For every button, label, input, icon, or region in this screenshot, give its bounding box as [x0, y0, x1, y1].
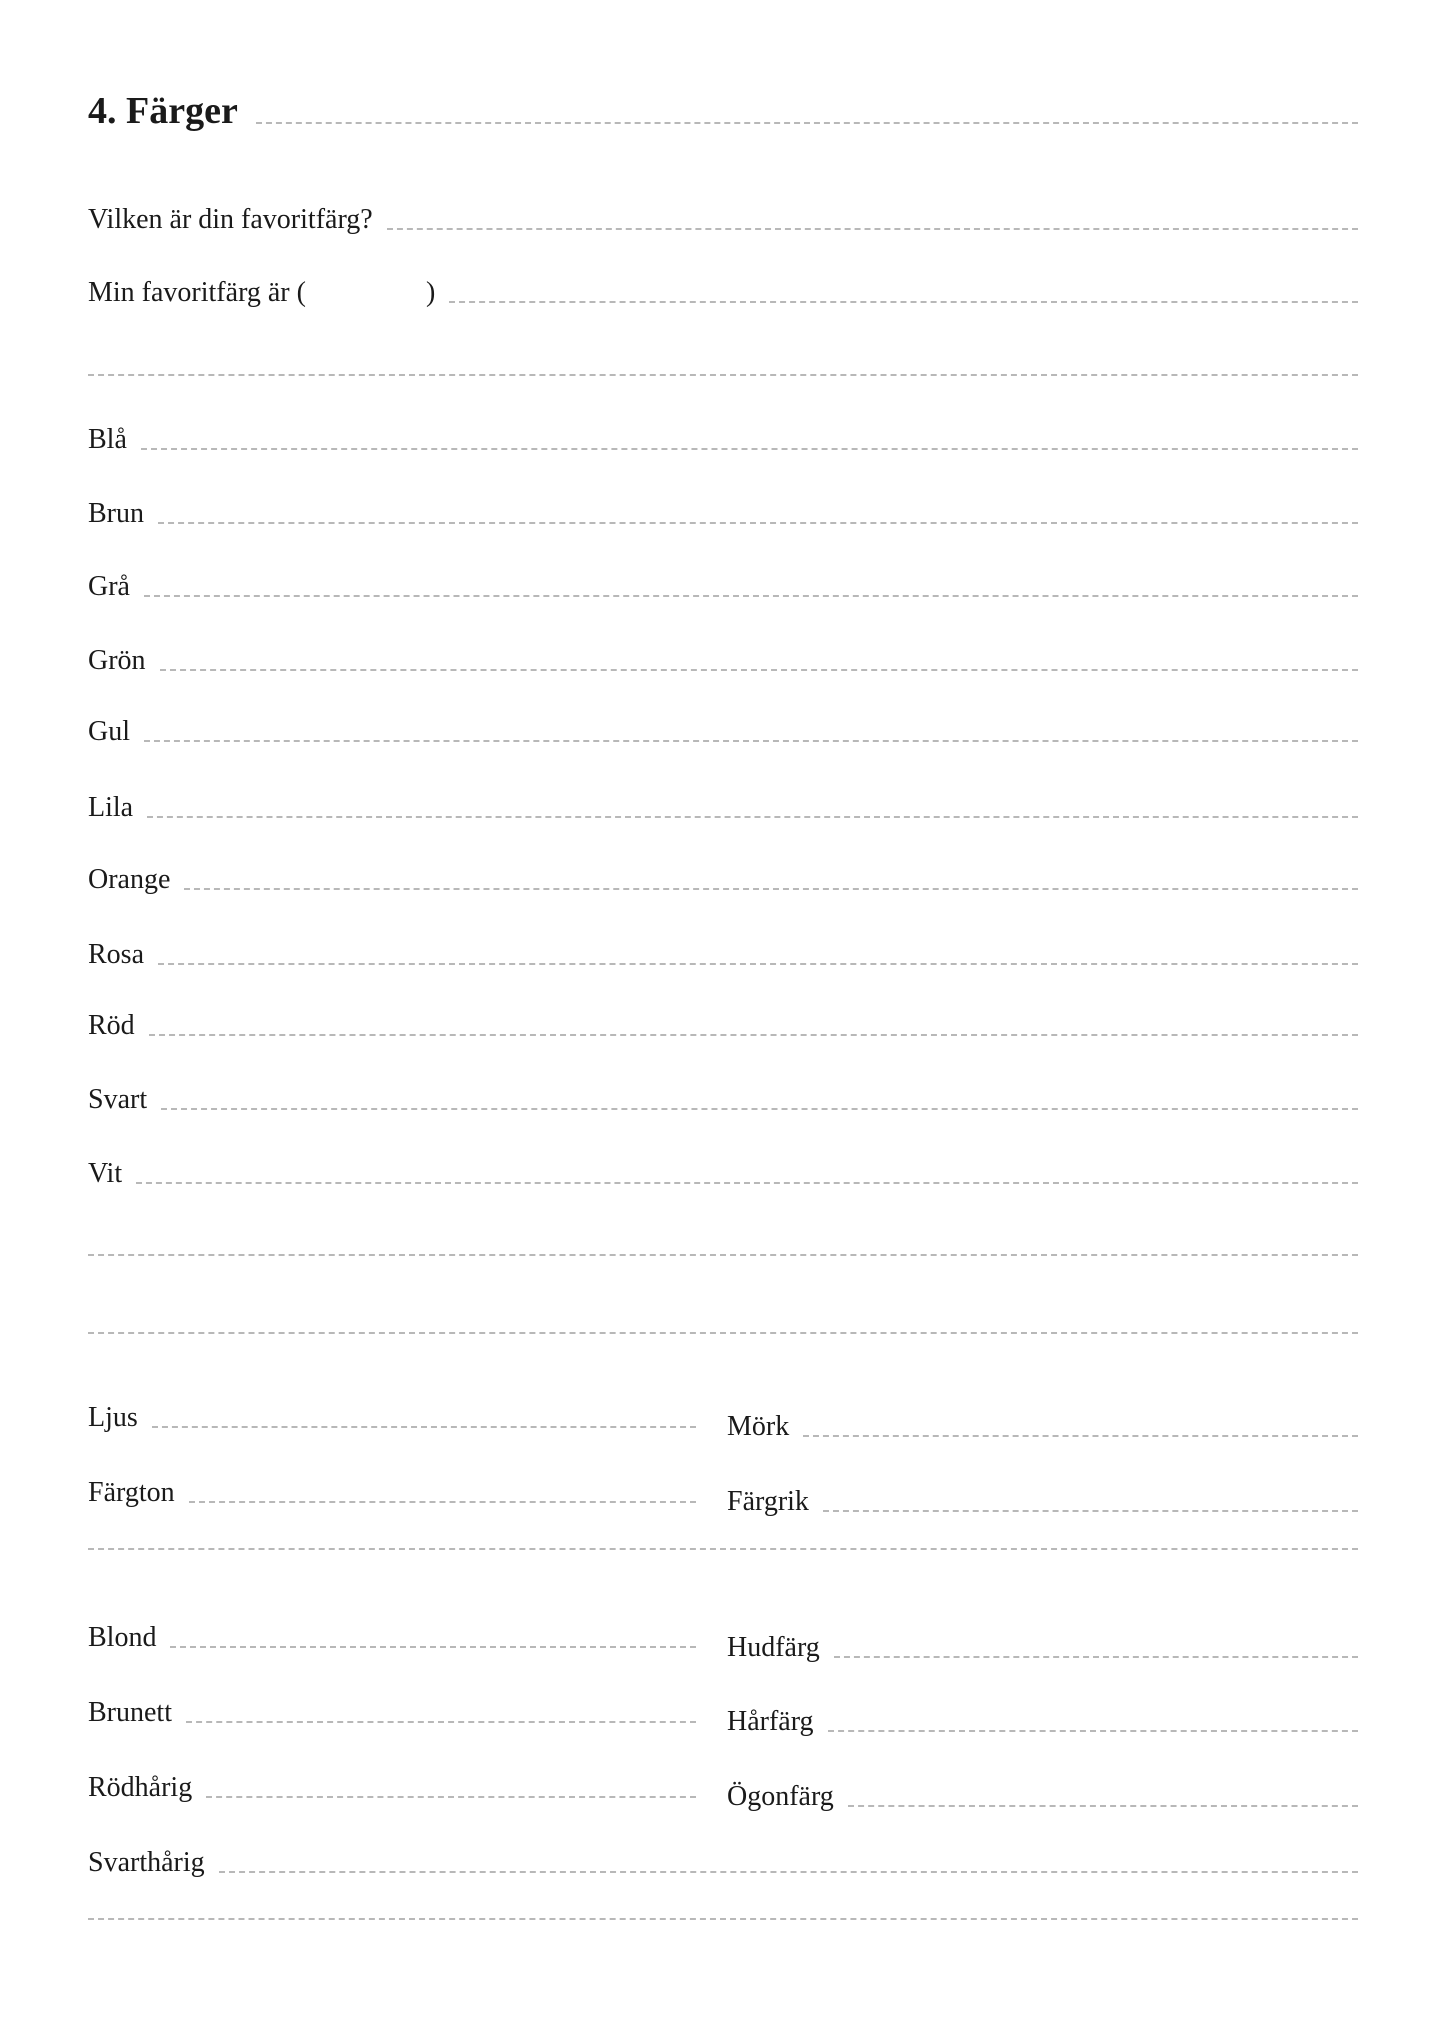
shade-label: Färgrik	[727, 1486, 809, 1517]
writing-line[interactable]	[160, 669, 1358, 671]
hair-label: Brunett	[88, 1697, 172, 1728]
shade-row	[727, 1405, 1358, 1441]
heading-writing-line	[256, 122, 1358, 124]
writing-line[interactable]	[219, 1871, 1358, 1873]
body-color-label: Ögonfärg	[727, 1781, 834, 1812]
hair-label: Svarthårig	[88, 1847, 205, 1878]
writing-line[interactable]	[88, 1548, 1358, 1550]
writing-line[interactable]	[828, 1730, 1358, 1732]
question-favorite-color: Vilken är din favoritfärg?	[88, 204, 373, 235]
color-row	[88, 1078, 1358, 1114]
writing-line[interactable]	[144, 740, 1358, 742]
writing-line[interactable]	[88, 1332, 1358, 1334]
writing-line[interactable]	[186, 1721, 696, 1723]
section-heading	[88, 84, 1358, 130]
color-label: Vit	[88, 1158, 123, 1189]
question-row	[88, 271, 1358, 307]
writing-line[interactable]	[147, 816, 1358, 818]
writing-line[interactable]	[144, 595, 1358, 597]
hair-row	[727, 1626, 1358, 1662]
color-label: Blå	[88, 424, 127, 455]
shade-row	[727, 1480, 1358, 1516]
color-row	[88, 565, 1358, 601]
color-row	[88, 1004, 1358, 1040]
color-label: Grön	[88, 645, 146, 676]
shade-label: Mörk	[727, 1411, 790, 1442]
sentence-end: )	[425, 277, 436, 308]
writing-line[interactable]	[158, 522, 1358, 524]
color-label: Svart	[88, 1084, 148, 1115]
color-label: Lila	[88, 792, 134, 823]
writing-line[interactable]	[88, 1254, 1358, 1256]
shade-label: Ljus	[88, 1402, 138, 1433]
writing-line[interactable]	[88, 374, 1358, 376]
writing-line[interactable]	[387, 228, 1358, 230]
color-label: Gul	[88, 716, 130, 747]
writing-line[interactable]	[136, 1182, 1358, 1184]
color-row	[88, 933, 1358, 969]
hair-label: Rödhårig	[88, 1772, 193, 1803]
writing-line[interactable]	[158, 963, 1358, 965]
color-row	[88, 492, 1358, 528]
color-row	[88, 639, 1358, 675]
favorite-color-sentence	[88, 279, 435, 307]
shade-row	[88, 1396, 696, 1432]
writing-line[interactable]	[823, 1510, 1358, 1512]
shade-label: Färgton	[88, 1477, 175, 1508]
color-label: Grå	[88, 571, 130, 602]
color-label: Rosa	[88, 939, 144, 970]
writing-line[interactable]	[141, 448, 1358, 450]
section-title: 4. Färger	[88, 90, 238, 132]
color-row	[88, 710, 1358, 746]
sentence-start: Min favoritfärg är (	[88, 277, 306, 308]
writing-line[interactable]	[152, 1426, 696, 1428]
body-color-label: Hårfärg	[727, 1706, 814, 1737]
hair-row	[88, 1841, 1358, 1877]
hair-row	[727, 1775, 1358, 1811]
writing-line[interactable]	[803, 1435, 1358, 1437]
color-row	[88, 858, 1358, 894]
color-label: Röd	[88, 1010, 135, 1041]
color-label: Brun	[88, 498, 144, 529]
writing-line[interactable]	[170, 1646, 696, 1648]
body-color-label: Hudfärg	[727, 1632, 820, 1663]
color-row	[88, 1152, 1358, 1188]
writing-line[interactable]	[184, 888, 1358, 890]
shade-row	[88, 1471, 696, 1507]
writing-line[interactable]	[206, 1796, 696, 1798]
writing-line[interactable]	[189, 1501, 696, 1503]
color-label: Orange	[88, 864, 171, 895]
question-row	[88, 198, 1358, 234]
writing-line[interactable]	[834, 1656, 1358, 1658]
hair-label: Blond	[88, 1622, 157, 1653]
writing-line[interactable]	[161, 1108, 1358, 1110]
writing-line[interactable]	[149, 1034, 1358, 1036]
hair-row	[88, 1616, 696, 1652]
writing-line[interactable]	[848, 1805, 1358, 1807]
writing-line[interactable]	[88, 1918, 1358, 1920]
writing-line[interactable]	[449, 301, 1358, 303]
color-row	[88, 418, 1358, 454]
hair-row	[88, 1766, 696, 1802]
color-row	[88, 786, 1358, 822]
hair-row	[727, 1700, 1358, 1736]
hair-row	[88, 1691, 696, 1727]
